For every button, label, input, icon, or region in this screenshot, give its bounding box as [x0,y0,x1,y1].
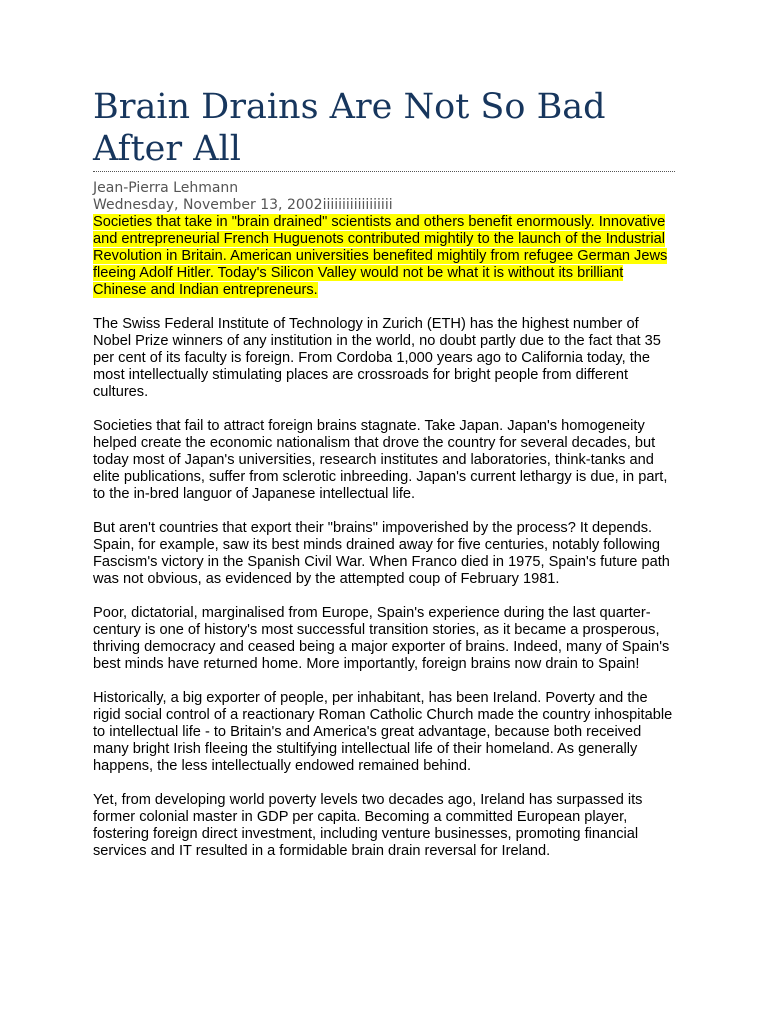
paragraph-ireland: Historically, a big exporter of people, per inhabitant, has been Ireland. Poverty and the rigid social control of a reactionary Roman Catholic Church made the country inhospitable to intellectual life - to Britain's and America's great advantage, because both received many bright Irish fleeing the stultifying intellectual life of their homeland. As generally happens, the less intellectually endowed remained behind. [93,690,673,774]
article-body [93,214,675,860]
author-name: Jean-Pierra Lehmann [93,180,239,196]
paragraph-spain: But aren't countries that export their "brains" impoverished by the process? It depends. Spain, for example, saw its best minds drained away for five centuries, notably following Fascism's victory in the Spanish Civil War. When Franco died in 1975, Spain's future path was not obvious, as evidenced by the attempted coup of February 1981. [93,520,670,587]
paragraph-eth: The Swiss Federal Institute of Technology in Zurich (ETH) has the highest number of Nobel Prize winners of any institution in the world, no doubt partly due to the fact that 35 per cent of its faculty is foreign. From Cordoba 1,000 years ago to California today, the most intellectually stimulating places are crossroads for bright people from different cultures. [93,316,661,400]
paragraph-japan: Societies that fail to attract foreign brains stagnate. Take Japan. Japan's homogeneity helped create the economic nationalism that drove the country for several decades, but today most of Japan's universities, research institutes and laboratories, think-tanks and elite publications, suffer from sclerotic inbreeding. Japan's current lethargy is due, in part, to the in-bred languor of Japanese intellectual life. [93,418,668,502]
paragraph-spain-transition: Poor, dictatorial, marginalised from Europe, Spain's experience during the last quarter- century is one of history's most successful transition stories, as it became a prosperous, thriving democracy and ceased being a major exporter of brains. Indeed, many of Spain's best minds have returned home. More importantly, foreign brains now drain to Spain! [93,605,670,672]
highlighted-lead-text: Societies that take in "brain drained" scientists and others benefit enormously. Innovative and entrepreneurial French Huguenots contributed mightily to the launch of the Industrial Revolution in Britain. American universities benefited mightily from refugee German Jews fleeing Adolf Hitler. Today's Silicon Valley would not be what it is without its brilliant Chinese and Indian entrepreneurs. [93,214,668,298]
paragraph-ireland-reversal: Yet, from developing world poverty levels two decades ago, Ireland has surpassed its former colonial master in GDP per capita. Becoming a committed European player, fostering foreign direct investment, including venture businesses, promoting financial services and IT resulted in a formidable brain drain reversal for Ireland. [93,792,643,859]
article [93,86,675,860]
publish-date: Wednesday, November 13, 2002iiiiiiiiiiiiiiiiii [93,197,393,213]
lead-paragraph [93,214,675,299]
article-title: Brain Drains Are Not So Bad After All [93,86,675,172]
